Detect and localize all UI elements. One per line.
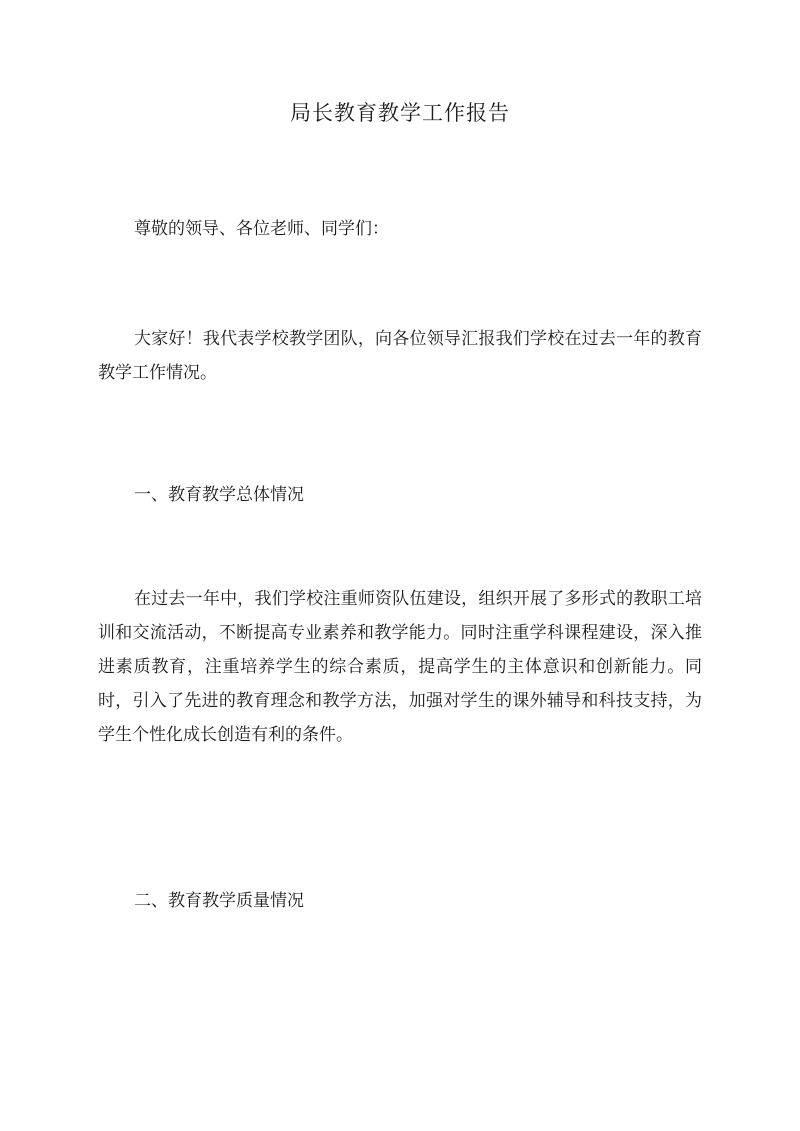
document-title: 局长教育教学工作报告: [290, 101, 510, 125]
section-body-1: 在过去一年中，我们学校注重师资队伍建设，组织开展了多形式的教职工培训和交流活动，不断提高专业素养和教学能力。同时注重学科课程建设，深入推进素质教育，注重培养学生的综合素质，提高学生的主体意识和创新能力。同时，引入了先进的教育理念和教学方法，加强对学生的课外辅导和科技支持，为学生个性化成长创造有利的条件。: [98, 589, 702, 745]
intro-paragraph: 大家好！我代表学校教学团队，向各位领导汇报我们学校在过去一年的教育教学工作情况。: [98, 329, 702, 383]
section-heading-1: 一、教育教学总体情况: [134, 485, 304, 505]
salutation: 尊敬的领导、各位老师、同学们：: [134, 219, 389, 239]
section-heading-2: 二、教育教学质量情况: [134, 891, 304, 911]
